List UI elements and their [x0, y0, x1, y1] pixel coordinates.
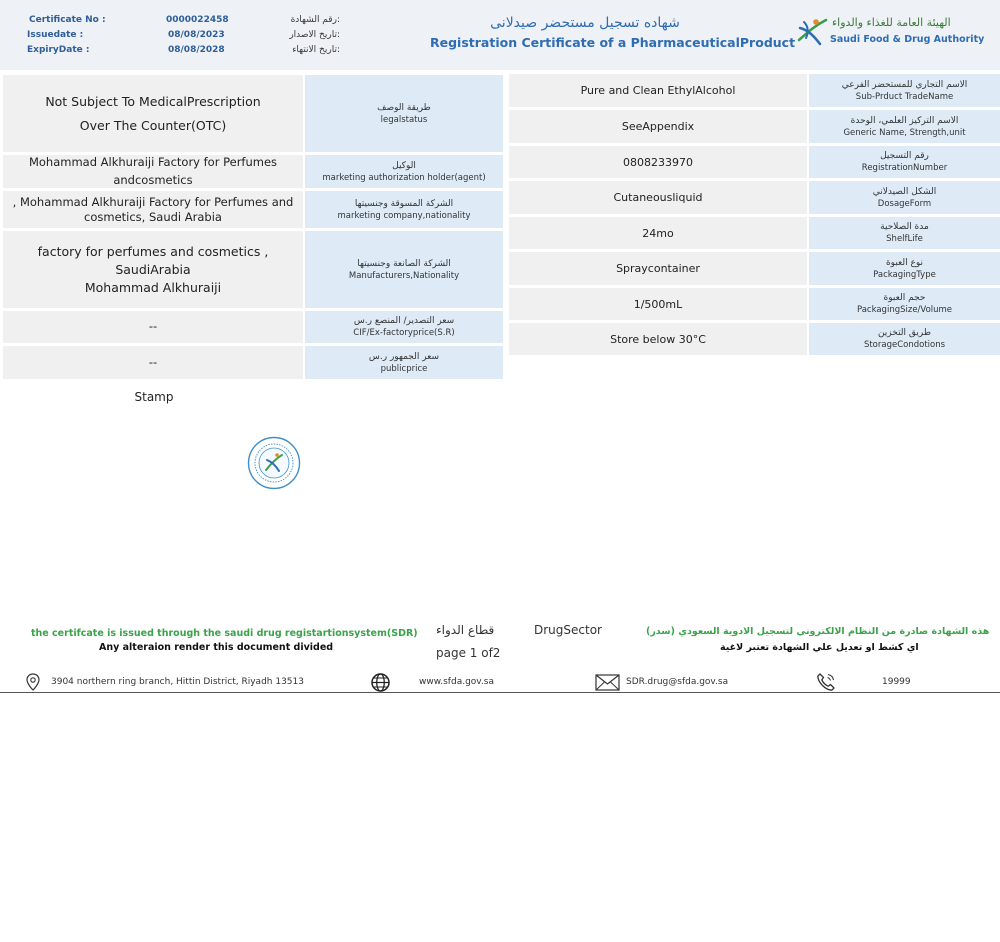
- label-ar: سعر التصدير/ المنصع ر.س: [353, 316, 455, 326]
- label-ar: الوكيل: [392, 160, 416, 171]
- label-en: Sub-Prduct TradeName: [855, 91, 954, 102]
- label-ar: حجم العبوة: [883, 293, 926, 303]
- issue-date-value: 08/08/2023: [168, 30, 225, 40]
- generic-name-value: SeeAppendix: [509, 110, 807, 143]
- certificate-header: [0, 0, 1000, 70]
- sdr-warning-ar: اي كشط او تعديل علي الشهادة تعتبر لاغية: [720, 642, 919, 653]
- label-en: Manufacturers,Nationality: [348, 270, 460, 281]
- label-en: StorageCondotions: [863, 340, 946, 350]
- dosage-form-label: [809, 181, 1000, 214]
- agent-label: [305, 155, 503, 188]
- certificate-title-ar: شهاده تسجيل مستحضر صيدلانى: [490, 15, 680, 31]
- dosage-form-value: Cutaneousliquid: [509, 181, 807, 214]
- legal-status-line-1: Not Subject To MedicalPrescription: [45, 93, 261, 109]
- ex-factory-price-label: [305, 311, 503, 343]
- certificate-no-ar: رقم الشهادة:: [290, 15, 340, 25]
- shelf-life-value: 24mo: [509, 217, 807, 249]
- label-ar: طريقة الوصف: [377, 102, 431, 113]
- manufacturer-value: [3, 231, 303, 308]
- footer-divider: [0, 692, 1000, 693]
- agent-line-1: Mohammad Alkhuraiji Factory for Perfumes andcosmetics: [28, 155, 278, 187]
- sdr-warning-en: Any alteraion render this document divided: [99, 642, 334, 653]
- manufacturer-line-1: factory for perfumes and cosmetics , SaudiArabia: [37, 243, 269, 277]
- label-ar: رقم التسجيل: [880, 151, 929, 161]
- legal-status-line-2: Over The Counter(OTC): [79, 117, 227, 133]
- certificate-title-en: Registration Certificate of a PharmaceuticalProduct: [430, 35, 796, 50]
- registration-number-value: 0808233970: [509, 146, 807, 178]
- storage-conditions-value: Store below 30°C: [509, 323, 807, 355]
- location-pin-icon: [25, 673, 41, 691]
- label-en: RegistrationNumber: [861, 163, 948, 173]
- sfda-name-ar: الهيئة العامة للغذاء والدواء: [832, 16, 951, 29]
- legal-status-label: [305, 75, 503, 152]
- expiry-date-ar: تاريخ الانتهاء:: [292, 45, 340, 55]
- label-en: PackagingSize/Volume: [856, 305, 953, 315]
- label-ar: الشركة الصانعة وجنسيتها: [357, 258, 451, 269]
- shelf-life-label: [809, 217, 1000, 249]
- label-ar: سعر الجمهور ر.س: [368, 351, 440, 362]
- label-en: marketing authorization holder(agent): [322, 172, 486, 183]
- packaging-type-value: Spraycontainer: [509, 252, 807, 285]
- label-ar: مدة الصلاحية: [880, 222, 929, 232]
- sdr-issued-en: the certifcate is issued through the saudi drug registartionsystem(SDR): [31, 628, 418, 639]
- expiry-date-value: 08/08/2028: [168, 45, 225, 55]
- stamp-label: Stamp: [134, 390, 174, 404]
- label-en: publicprice: [380, 363, 428, 374]
- packaging-size-value: 1/500mL: [509, 288, 807, 320]
- website-link[interactable]: www.sfda.gov.sa: [419, 677, 494, 687]
- trade-name-label: [809, 74, 1000, 107]
- label-en: legalstatus: [380, 114, 428, 125]
- label-ar: نوع العبوة: [885, 257, 924, 268]
- label-en: DosageForm: [877, 198, 932, 209]
- public-price-line-1: --: [148, 354, 158, 369]
- certificate-no-value: 0000022458: [166, 15, 229, 25]
- drug-sector-ar: قطاع الدواء: [436, 623, 495, 637]
- ex-factory-price-value: [3, 311, 303, 343]
- official-stamp-icon: [247, 436, 301, 490]
- sfda-logo-icon: [796, 16, 828, 46]
- public-price-value: [3, 346, 303, 379]
- packaging-type-label: [809, 252, 1000, 285]
- legal-status-value: [3, 75, 303, 152]
- label-en: PackagingType: [873, 269, 936, 280]
- label-ar: الشكل الصيدلاني: [872, 186, 937, 197]
- manufacturer-label: [305, 231, 503, 308]
- storage-conditions-label: [809, 323, 1000, 355]
- label-ar: طريق التخزين: [877, 328, 932, 338]
- issue-date-ar: تاريخ الاصدار:: [289, 30, 340, 40]
- label-ar: الاسم التركيز العلمي، الوحدة: [850, 115, 959, 126]
- agent-value: [3, 155, 303, 188]
- globe-icon: [371, 673, 390, 692]
- drug-sector-en: DrugSector: [534, 623, 602, 637]
- label-en: CIF/Ex-factoryprice(S.R): [353, 328, 455, 338]
- manufacturer-line-2: Mohammad Alkhuraiji: [84, 279, 222, 295]
- marketing-company-label: [305, 191, 503, 228]
- generic-name-label: [809, 110, 1000, 143]
- public-price-label: [305, 346, 503, 379]
- sdr-issued-ar: هذه الشهادة صادرة من النظام الالكتروني لتسجيل الادوية السعودي (سدر): [646, 626, 990, 637]
- marketing-company-line-2: cosmetics, Saudi Arabia: [84, 209, 222, 224]
- certificate-no-label: Certificate No :: [29, 15, 106, 25]
- ex-factory-price-line-1: --: [148, 319, 158, 334]
- expiry-date-label: ExpiryDate :: [27, 45, 90, 55]
- label-ar: الاسم التجاري للمستحضر الفرعي: [841, 79, 968, 90]
- address-text: 3904 northern ring branch, Hittin District, Riyadh 13513: [51, 677, 304, 687]
- phone-number[interactable]: 19999: [882, 677, 911, 687]
- sfda-name-en: Saudi Food & Drug Authority: [830, 34, 985, 45]
- trade-name-value: Pure and Clean EthylAlcohol: [509, 74, 807, 107]
- label-ar: الشركة المسوقة وجنسيتها: [354, 198, 454, 209]
- label-en: ShelfLife: [886, 234, 923, 244]
- label-en: marketing company,nationality: [337, 210, 471, 221]
- marketing-company-line-1: , Mohammad Alkhuraiji Factory for Perfumes and: [12, 194, 294, 209]
- registration-number-label: [809, 146, 1000, 178]
- label-en: Generic Name, Strength,unit: [843, 127, 966, 138]
- issue-date-label: Issuedate :: [27, 30, 84, 40]
- email-link[interactable]: SDR.drug@sfda.gov.sa: [626, 677, 729, 687]
- envelope-icon: [595, 674, 620, 691]
- page-number: page 1 of2: [436, 646, 501, 660]
- phone-icon: [816, 672, 836, 692]
- marketing-company-value: [3, 191, 303, 228]
- packaging-size-label: [809, 288, 1000, 320]
